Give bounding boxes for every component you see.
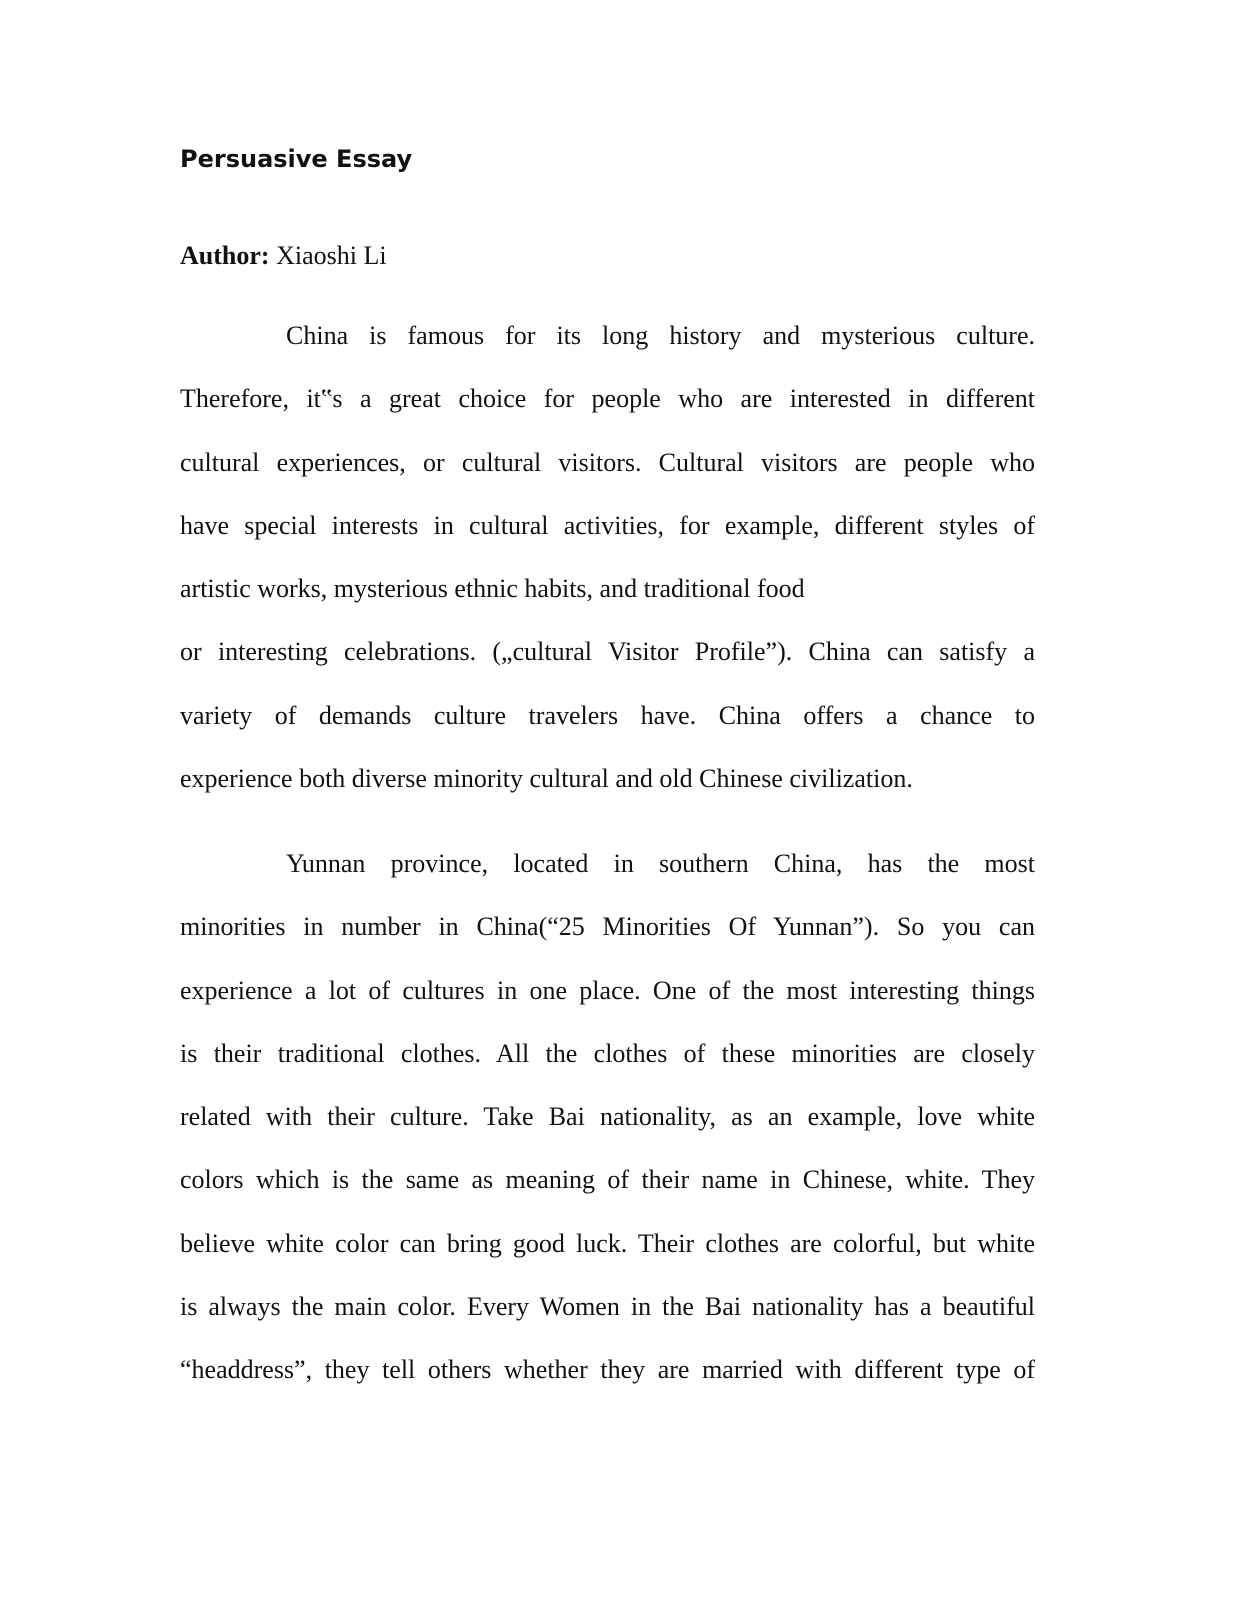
text-line: believe white color can bring good luck. Their clothes are colorful, but white <box>180 1228 1035 1258</box>
author-name: Xiaoshi Li <box>276 241 387 270</box>
text-line: related with their culture. Take Bai nationality, as an example, love white <box>180 1102 1035 1132</box>
text-line: experience both diverse minority cultural and old Chinese civilization. <box>180 764 913 794</box>
paragraph-1 <box>180 304 1035 810</box>
document-title: Persuasive Essay <box>180 145 413 173</box>
text-line: Therefore, it‟s a great choice for people who are interested in different <box>180 384 1035 414</box>
author-line <box>180 238 387 274</box>
author-label: Author: <box>180 241 270 270</box>
text-line: have special interests in cultural activities, for example, different styles of <box>180 510 1035 540</box>
text-line: cultural experiences, or cultural visitors. Cultural visitors are people who <box>180 447 1035 477</box>
text-line: artistic works, mysterious ethnic habits, and traditional food <box>180 574 805 604</box>
text-line: colors which is the same as meaning of their name in Chinese, white. They <box>180 1165 1035 1195</box>
text-line: or interesting celebrations. („cultural Visitor Profile”). China can satisfy a <box>180 637 1035 667</box>
text-line: is their traditional clothes. All the clothes of these minorities are closely <box>180 1038 1035 1068</box>
paragraph-2 <box>180 832 1035 1402</box>
text-line: China is famous for its long history and mysterious culture. <box>286 321 1035 350</box>
text-line: is always the main color. Every Women in the Bai nationality has a beautiful <box>180 1292 1035 1322</box>
text-line: variety of demands culture travelers have. China offers a chance to <box>180 700 1035 730</box>
text-line: Yunnan province, located in southern China, has the most <box>286 849 1035 878</box>
text-line: minorities in number in China(“25 Minorities Of Yunnan”). So you can <box>180 912 1035 942</box>
text-line: “headdress”, they tell others whether they are married with different type of <box>180 1355 1035 1385</box>
text-line: experience a lot of cultures in one place. One of the most interesting things <box>180 975 1035 1005</box>
